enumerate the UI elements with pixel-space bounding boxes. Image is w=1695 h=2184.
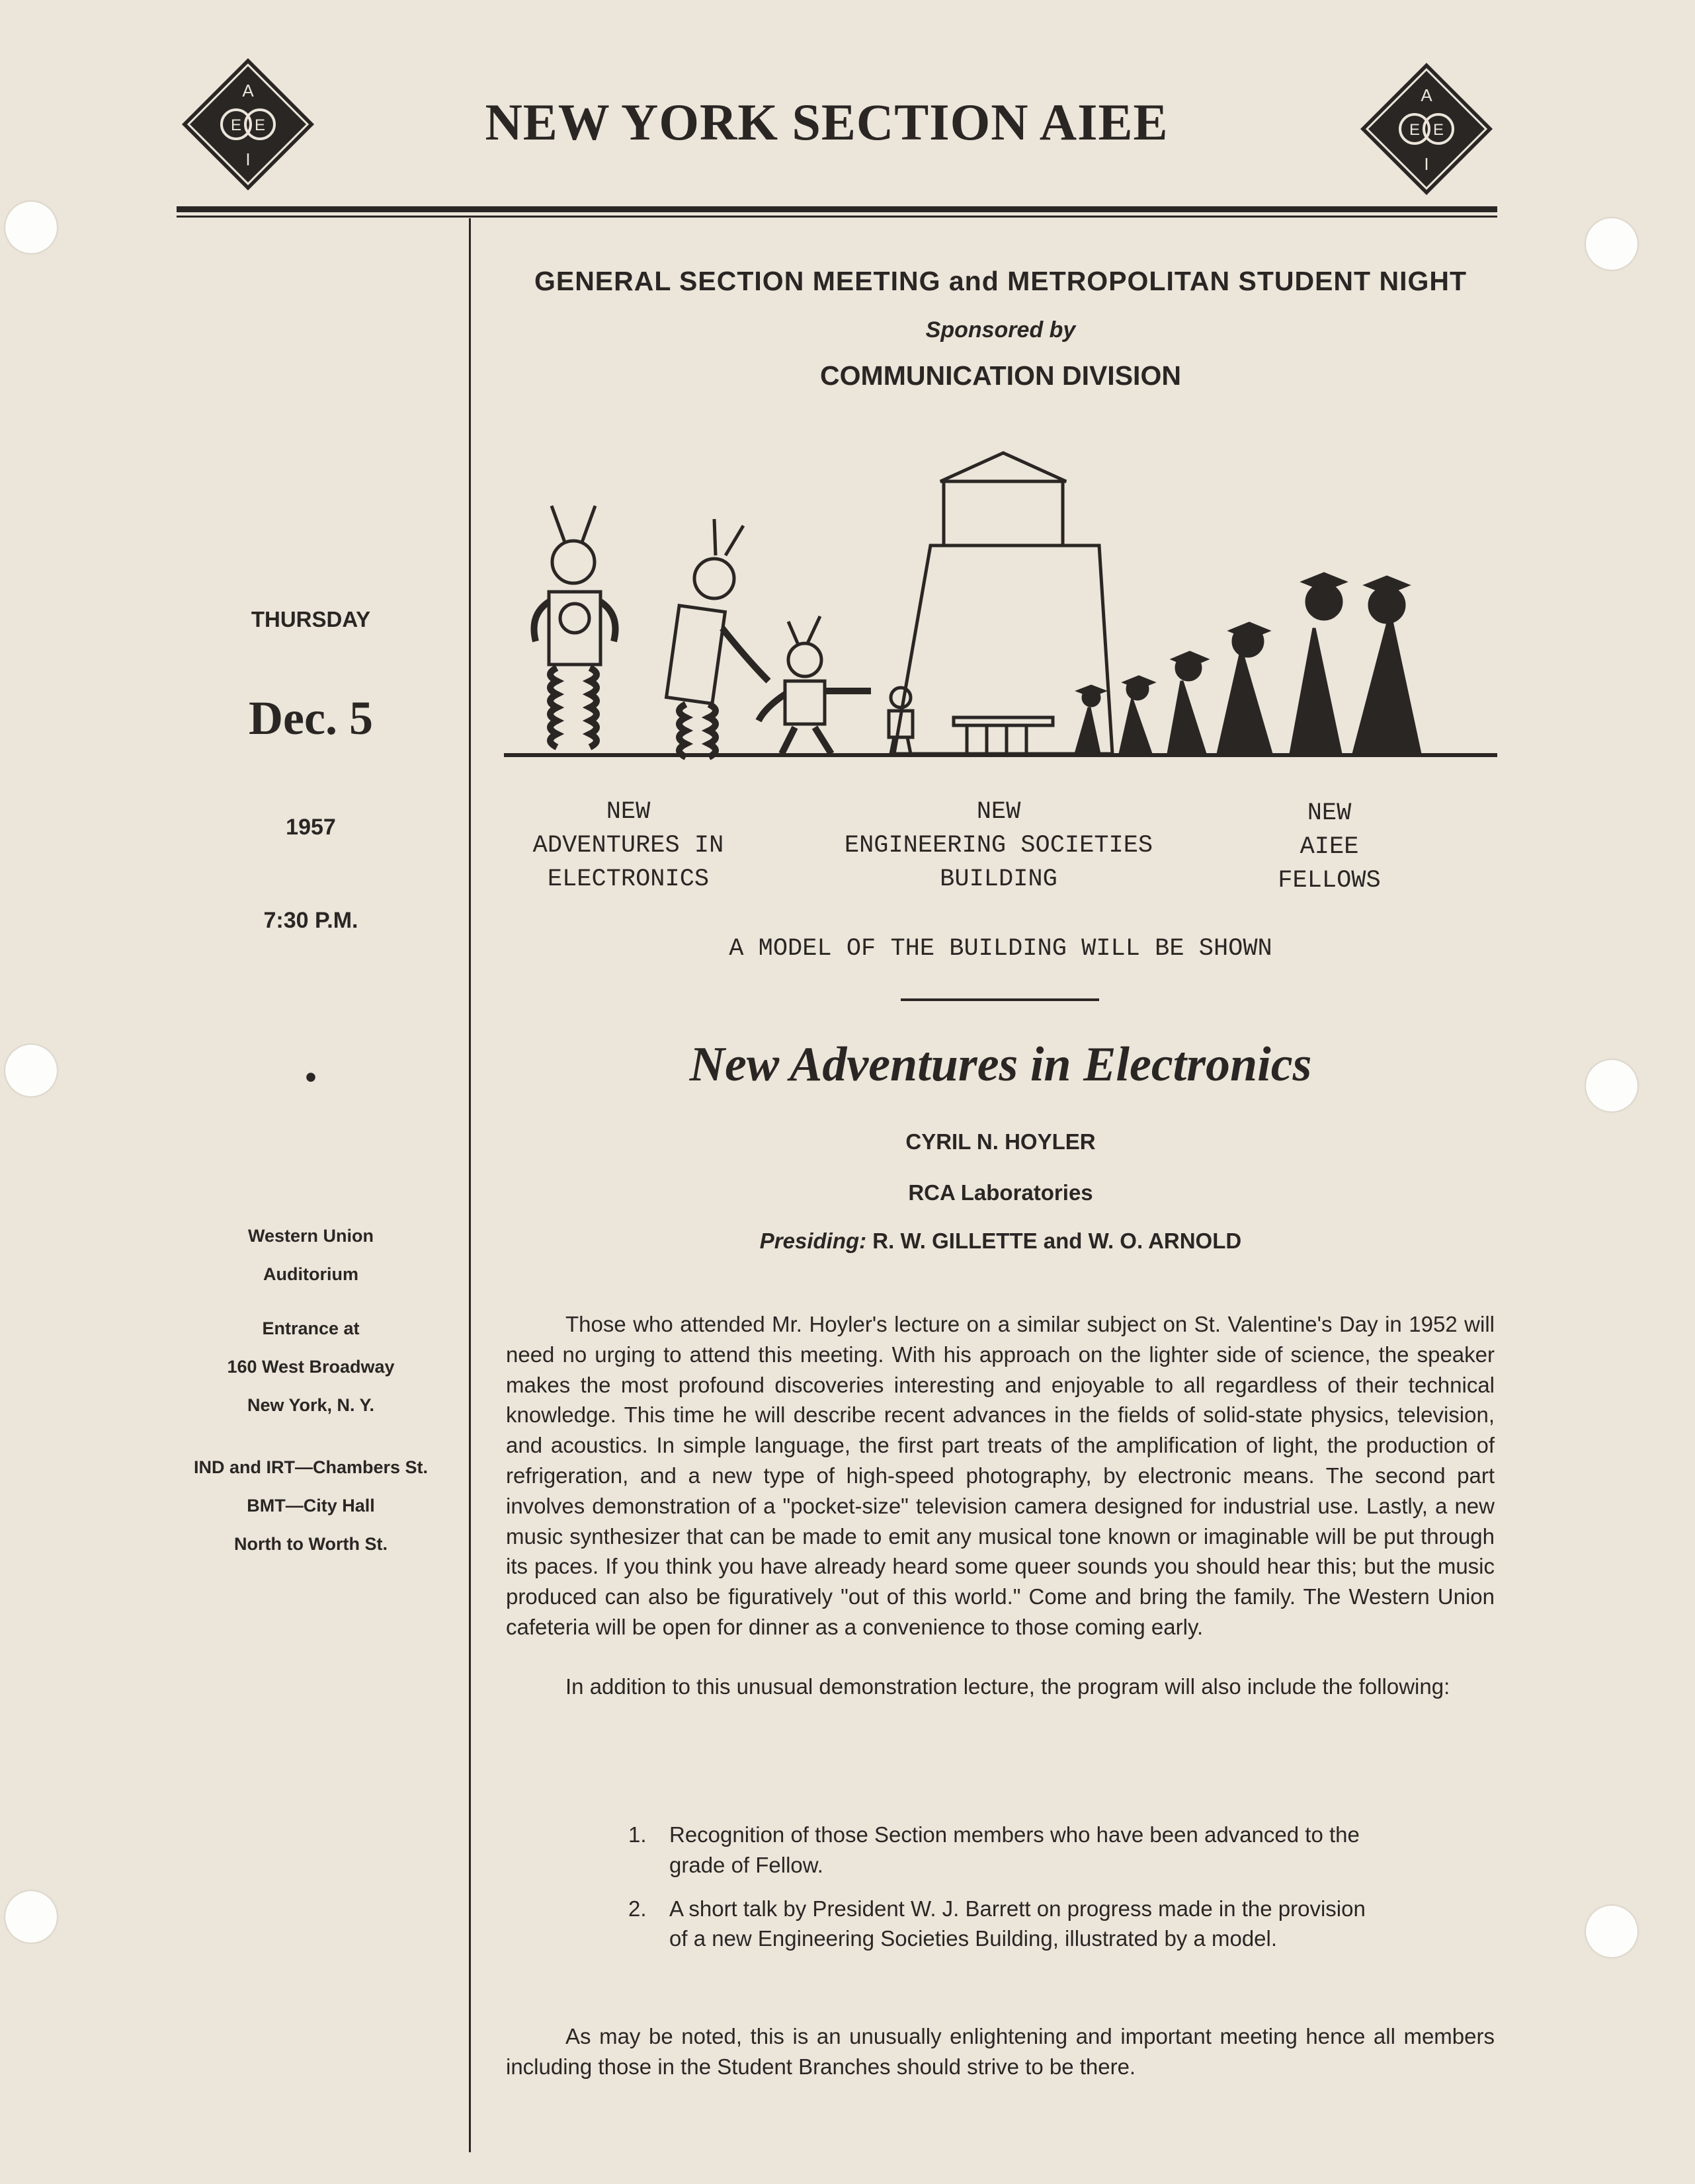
caption-building bbox=[820, 795, 1177, 897]
svg-text:I: I bbox=[245, 149, 251, 169]
transit-line: IND and IRT—Chambers St. bbox=[193, 1457, 429, 1477]
transit-directions bbox=[165, 1448, 456, 1563]
list-number: 1. bbox=[628, 1822, 647, 1847]
punch-hole bbox=[5, 1045, 57, 1096]
punch-hole bbox=[1586, 218, 1637, 270]
sponsored-by: Sponsored by bbox=[925, 317, 1076, 343]
event-time: 7:30 P.M. bbox=[263, 908, 358, 933]
closing bbox=[506, 2021, 1495, 2082]
meeting-title: GENERAL SECTION MEETING and METROPOLITAN STUDENT NIGHT bbox=[534, 266, 1468, 296]
speaker: CYRIL N. HOYLER bbox=[905, 1129, 1096, 1154]
robot-figure bbox=[534, 506, 616, 747]
event-year: 1957 bbox=[286, 815, 336, 840]
presiding bbox=[504, 1229, 1497, 1254]
lecture-title: New Adventures in Electronics bbox=[689, 1037, 1312, 1092]
paragraph: Those who attended Mr. Hoyler's lecture on a similar subject on St. Valentine's Day in 1952 will need no urging to attend this meeting. With his approach on the lighter side of science, the speaker makes the most profound discoveries interesting and enjoyable to all regardless of their technical knowledge. This time he will describe recent advances in the fields of solid-state physics, television, and acoustics. In simple language, the first part treats of the amplification of light, the production of refrigeration, and a new type of high-speed photography, by electronic means. The second part involves demonstration of a "pocket-size" television camera designed for industrial use. Lastly, a new music synthesizer that can be made to emit any musical tone known or imaginable will be put through its paces. If you think you have already heard some queer sounds you should hear this; but the music produced can also be figuratively "out of this world." Come and bring the family. The Western Union cafeteria will be open for dinner as a convenience to those coming early. bbox=[506, 1312, 1495, 1639]
entrance bbox=[165, 1309, 456, 1424]
header-rule bbox=[177, 206, 1497, 212]
caption-line: NEW bbox=[606, 798, 651, 826]
robot-figure bbox=[759, 616, 871, 754]
caption-line: BUILDING bbox=[940, 866, 1057, 893]
paragraph: As may be noted, this is an unusually enlightening and important meeting hence all members including those in the Student Branches should strive to be there. bbox=[506, 2024, 1495, 2079]
building-figure bbox=[894, 453, 1112, 754]
svg-text:E: E bbox=[254, 116, 266, 134]
svg-text:E: E bbox=[1409, 121, 1421, 139]
aiee-logo-left bbox=[182, 58, 314, 190]
model-note: A MODEL OF THE BUILDING WILL BE SHOWN bbox=[729, 935, 1272, 963]
caption-line: FELLOWS bbox=[1278, 867, 1381, 895]
punch-hole bbox=[1586, 1060, 1637, 1112]
caption-line: ELECTRONICS bbox=[547, 866, 710, 893]
division: COMMUNICATION DIVISION bbox=[820, 360, 1181, 391]
caption-line: NEW bbox=[1307, 799, 1352, 827]
punch-hole bbox=[5, 202, 57, 253]
list-item bbox=[628, 1820, 1376, 1881]
punch-hole bbox=[5, 1891, 57, 1943]
svg-text:I: I bbox=[1424, 154, 1429, 174]
venue-line: Western Union bbox=[247, 1226, 374, 1246]
paragraph: In addition to this unusual demonstration lecture, the program will also include the following: bbox=[565, 1674, 1450, 1699]
punch-hole bbox=[1586, 1906, 1637, 1957]
svg-text:A: A bbox=[1421, 85, 1432, 105]
header-rule bbox=[177, 216, 1497, 218]
list-number: 2. bbox=[628, 1896, 647, 1921]
list-text: A short talk by President W. J. Barrett on progress made in the provision of a new Engineering Societies Building, illustrated by a model. bbox=[669, 1896, 1366, 1951]
program-list bbox=[628, 1820, 1376, 1967]
entrance-line: 160 West Broadway bbox=[227, 1357, 395, 1377]
caption-line: NEW bbox=[976, 798, 1021, 826]
affiliation: RCA Laboratories bbox=[908, 1180, 1093, 1205]
transit-line: North to Worth St. bbox=[234, 1534, 388, 1554]
caption-line: ENGINEERING SOCIETIES bbox=[844, 832, 1153, 860]
bullet: • bbox=[305, 1059, 317, 1096]
transit-line: BMT—City Hall bbox=[247, 1496, 375, 1516]
venue-line: Auditorium bbox=[263, 1264, 358, 1284]
illustration-robots-building-graduates bbox=[504, 443, 1497, 767]
entrance-line: New York, N. Y. bbox=[247, 1395, 375, 1415]
caption-line: ADVENTURES IN bbox=[532, 832, 724, 860]
robot-figure bbox=[667, 519, 768, 757]
column-divider bbox=[469, 218, 471, 2152]
svg-text:E: E bbox=[1432, 121, 1444, 139]
caption-line: AIEE bbox=[1300, 833, 1359, 861]
svg-text:E: E bbox=[230, 116, 242, 134]
entrance-line: Entrance at bbox=[262, 1318, 360, 1338]
venue bbox=[165, 1217, 456, 1293]
list-item bbox=[628, 1894, 1376, 1955]
page-title: NEW YORK SECTION AIEE bbox=[485, 93, 1169, 151]
aiee-logo-right bbox=[1360, 63, 1493, 195]
caption-fellows bbox=[1257, 797, 1402, 898]
list-text: Recognition of those Section members who have been advanced to the grade of Fellow. bbox=[669, 1822, 1360, 1877]
svg-text:A: A bbox=[242, 81, 254, 101]
event-date: Dec. 5 bbox=[249, 692, 373, 745]
presiding-label: Presiding: bbox=[759, 1229, 867, 1253]
section-divider bbox=[901, 998, 1099, 1001]
presiding-names: R. W. GILLETTE and W. O. ARNOLD bbox=[872, 1229, 1242, 1253]
article-body bbox=[506, 1309, 1495, 1702]
caption-electronics bbox=[509, 795, 747, 897]
event-day: THURSDAY bbox=[251, 607, 371, 631]
graduates-figures bbox=[1076, 574, 1420, 754]
